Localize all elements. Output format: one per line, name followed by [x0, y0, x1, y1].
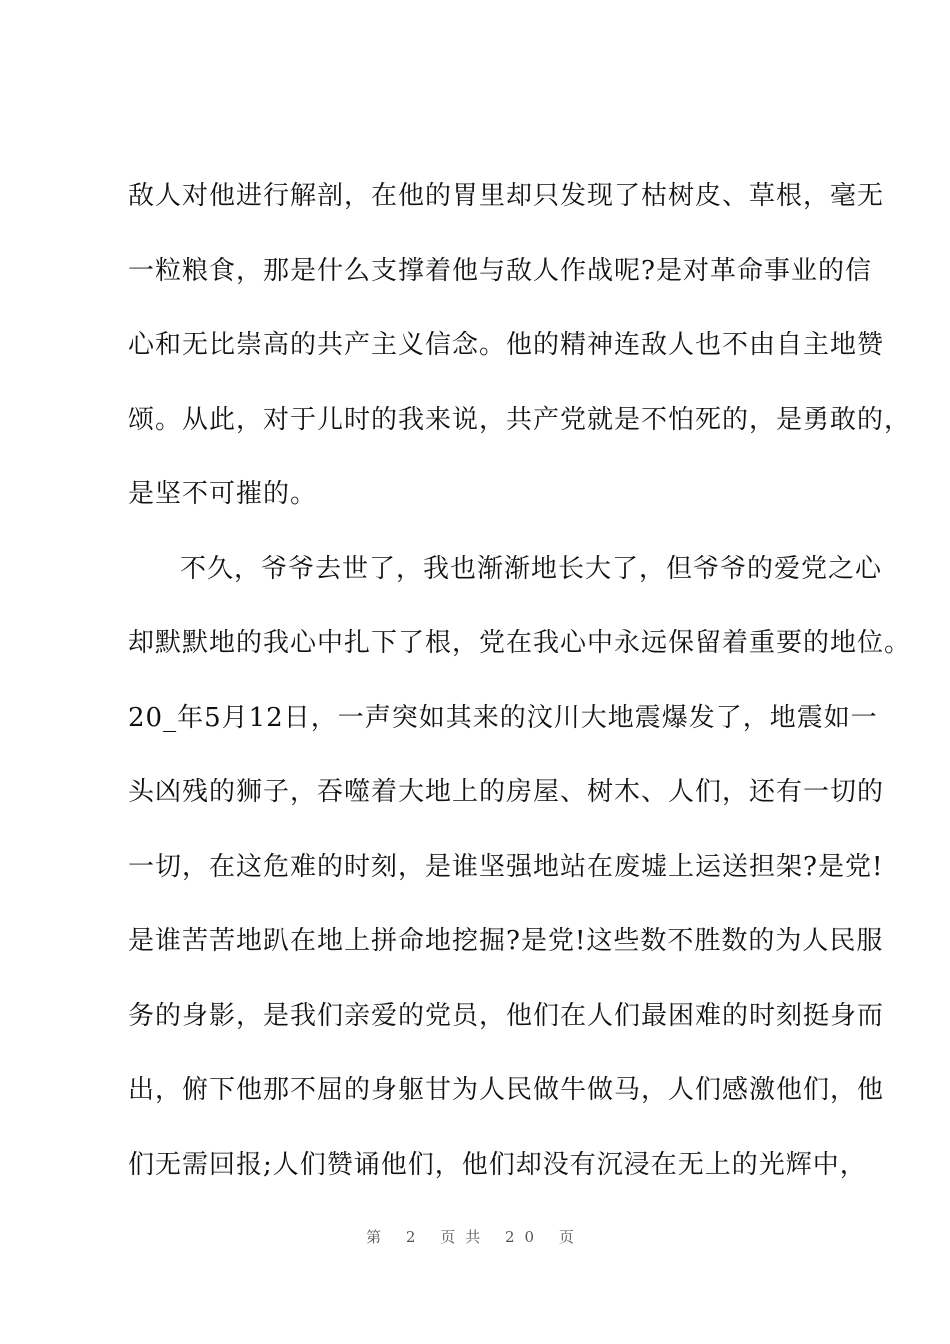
text-line: 20_年5月12日，一声突如其来的汶川大地震爆发了，地震如一: [128, 702, 878, 733]
text-line: 出，俯下他那不屈的身躯甘为人民做牛做马，人们感激他们，他: [128, 1075, 885, 1105]
text-line: 头凶残的狮子，吞噬着大地上的房屋、树木、人们，还有一切的: [128, 777, 885, 807]
text-line: 敌人对他进行解剖，在他的胃里却只发现了枯树皮、草根，毫无: [128, 181, 885, 211]
text-line: 心和无比崇高的共产主义信念。他的精神连敌人也不由自主地赞: [128, 330, 885, 360]
body-text: [128, 168, 912, 1211]
text-line: 是谁苦苦地趴在地上拼命地挖掘?是党!这些数不胜数的为人民服: [128, 926, 884, 956]
text-line: 颂。从此，对于儿时的我来说，共产党就是不怕死的，是勇敢的，: [128, 404, 912, 435]
page-number-footer: 第 2 页共 20 页: [366, 1228, 584, 1246]
text-line: 却默默地的我心中扎下了根，党在我心中永远保留着重要的地位。: [128, 628, 912, 658]
text-line: 务的身影，是我们亲爱的党员，他们在人们最困难的时刻挺身而: [128, 1000, 885, 1031]
paragraph-start-line: 不久，爷爷去世了，我也渐渐地长大了，但爷爷的爱党之心: [180, 553, 883, 584]
text-line: 一粒粮食，那是什么支撑着他与敌人作战呢?是对革命事业的信: [128, 255, 872, 286]
text-line: 们无需回报;人们赞诵他们，他们却没有沉浸在无上的光辉中，: [128, 1149, 867, 1180]
text-line: 一切，在这危难的时刻，是谁坚强地站在废墟上运送担架?是党!: [128, 851, 884, 882]
text-line: 是坚不可摧的。: [128, 479, 318, 509]
